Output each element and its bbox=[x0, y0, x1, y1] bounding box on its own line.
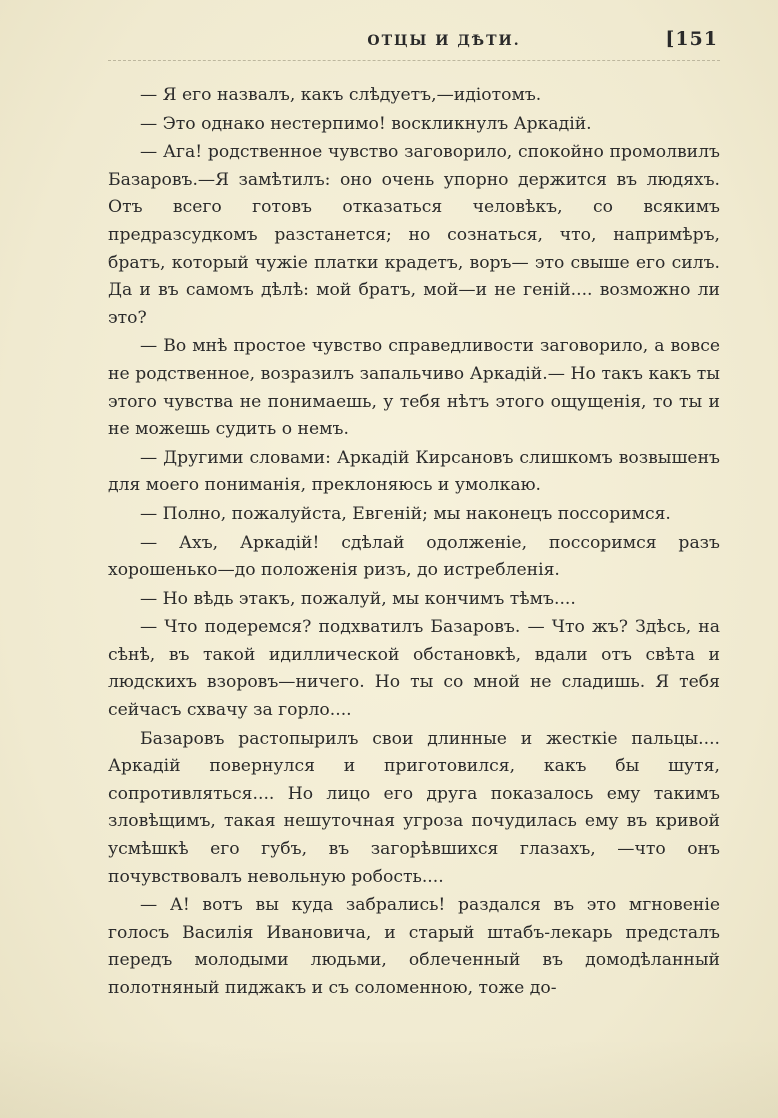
running-title: ОТЦЫ И ДѢТИ. bbox=[367, 33, 521, 49]
page-number: [151 bbox=[665, 28, 718, 50]
paragraph: — Но вѣдь этакъ, пожалуй, мы кончимъ тѣмъ.... bbox=[140, 588, 576, 609]
paragraph: — Это однако нестерпимо! воскликнулъ Аркадій. bbox=[140, 113, 592, 134]
paragraph: — Ахъ, Аркадій! сдѣлай одолженіе, поссоримся разъ хорошенько—до положенія ризъ, до истребленія. bbox=[108, 532, 720, 581]
body-text bbox=[108, 82, 720, 1004]
paragraph: Базаровъ растопырилъ свои длинные и жесткіе пальцы.... Аркадій повернулся и приготовился, какъ бы шутя, сопротивляться.... Но лицо его друга показалось ему такимъ зловѣщимъ, такая нешуточная угроза почудилась ему въ кривой усмѣшкѣ его губъ, въ загорѣвшихся глазахъ, —что онъ почувствовалъ невольную робость.... bbox=[108, 728, 720, 887]
paragraph: — Я его назвалъ, какъ слѣдуетъ,—идіотомъ. bbox=[140, 85, 542, 105]
page-header bbox=[108, 28, 720, 54]
paragraph: — Ага! родственное чувство заговорило, спокойно промолвилъ Базаровъ.—Я замѣтилъ: оно очень упорно держится въ людяхъ. Отъ всего готовъ отказаться человѣкъ, со всякимъ предразсудкомъ разстанется; но сознаться, что, напримѣръ, братъ, который чужіе платки крадетъ, воръ— это свыше его силъ. Да и въ самомъ дѣлѣ: мой братъ, мой—и не геній.... возможно ли это? bbox=[108, 142, 720, 328]
paragraph: — А! вотъ вы куда забрались! раздался въ это мгновеніе голосъ Василія Ивановича, и старый штабъ-лекарь предсталъ передъ молодыми людьми, облеченный въ домодѣланный полотняный пиджакъ и съ соломенною, тоже до- bbox=[108, 895, 720, 998]
header-rule bbox=[108, 60, 720, 61]
paragraph: — Полно, пожалуйста, Евгеній; мы наконецъ поссоримся. bbox=[140, 503, 671, 524]
page-edge-shading bbox=[0, 1038, 778, 1118]
paragraph: — Другими словами: Аркадій Кирсановъ слишкомъ возвышенъ для моего пониманія, преклоняюсь и умолкаю. bbox=[108, 447, 720, 496]
paragraph: — Что подеремся? подхватилъ Базаровъ. — Что жъ? Здѣсь, на сѣнѣ, въ такой идиллической обстановкѣ, вдали отъ свѣта и людскихъ взоровъ—ничего. Но ты со мной не сладишь. Я тебя сейчасъ схвачу за горло.... bbox=[108, 617, 720, 721]
paragraph: — Во мнѣ простое чувство справедливости заговорило, а вовсе не родственное, возразилъ запальчиво Аркадій.— Но такъ какъ ты этого чувства не понимаешь, у тебя нѣтъ этого ощущенія, то ты и не можешь судить о немъ. bbox=[108, 336, 720, 440]
